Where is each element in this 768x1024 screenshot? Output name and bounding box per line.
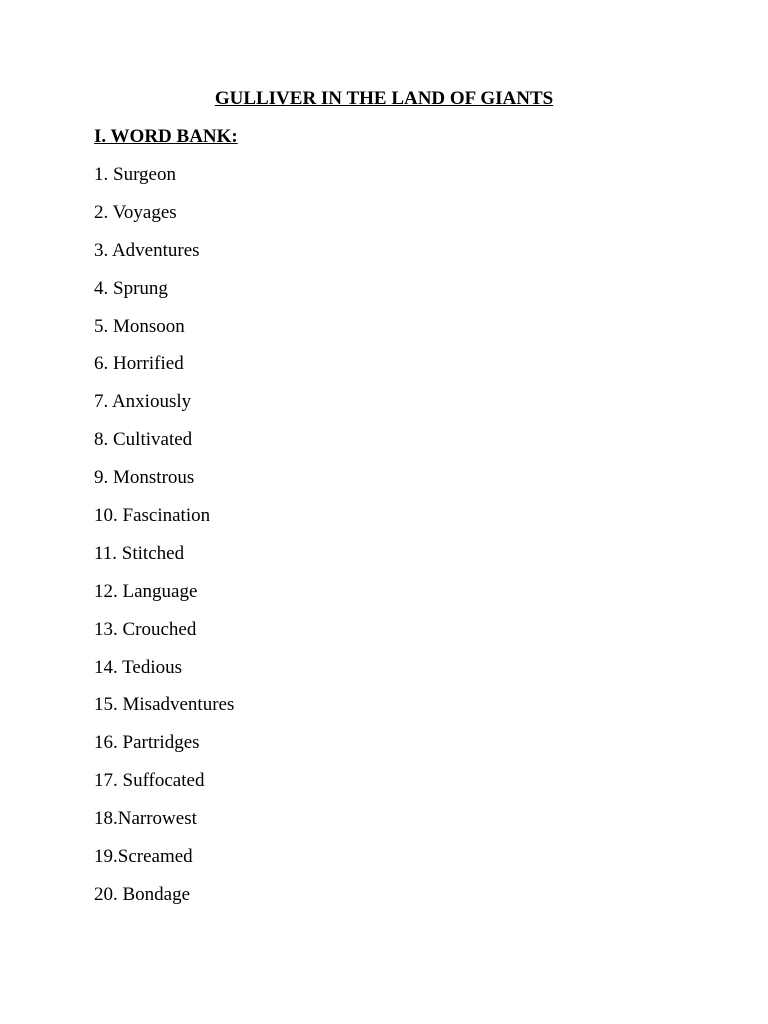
- word-bank-item: 2. Voyages: [94, 201, 177, 223]
- word-bank-list: [94, 162, 234, 920]
- word-bank-item: 12. Language: [94, 580, 198, 602]
- word-bank-item: 20. Bondage: [94, 883, 191, 905]
- word-bank-item: 9. Monstrous: [94, 467, 195, 489]
- word-bank-item: 11. Stitched: [94, 542, 185, 564]
- word-bank-item: 19.Screamed: [94, 846, 193, 868]
- word-bank-item: 17. Suffocated: [94, 770, 205, 792]
- word-bank-item: 8. Cultivated: [94, 429, 193, 451]
- document-title: GULLIVER IN THE LAND OF GIANTS: [214, 88, 554, 109]
- word-bank-item: 5. Monsoon: [94, 315, 185, 337]
- word-bank-item: 1. Surgeon: [94, 164, 176, 185]
- word-bank-item: 6. Horrified: [94, 353, 184, 375]
- section-heading-word-bank: I. WORD BANK:: [94, 126, 238, 147]
- word-bank-item: 18.Narrowest: [94, 808, 197, 830]
- word-bank-item: 15. Misadventures: [94, 694, 235, 716]
- word-bank-item: 3. Adventures: [94, 239, 200, 261]
- word-bank-item: 14. Tedious: [94, 656, 183, 678]
- word-bank-item: 7. Anxiously: [94, 391, 192, 413]
- word-bank-item: 16. Partridges: [94, 732, 200, 754]
- word-bank-item: 10. Fascination: [94, 505, 211, 527]
- word-bank-item: 13. Crouched: [94, 618, 197, 640]
- word-bank-item: 4. Sprung: [94, 277, 168, 299]
